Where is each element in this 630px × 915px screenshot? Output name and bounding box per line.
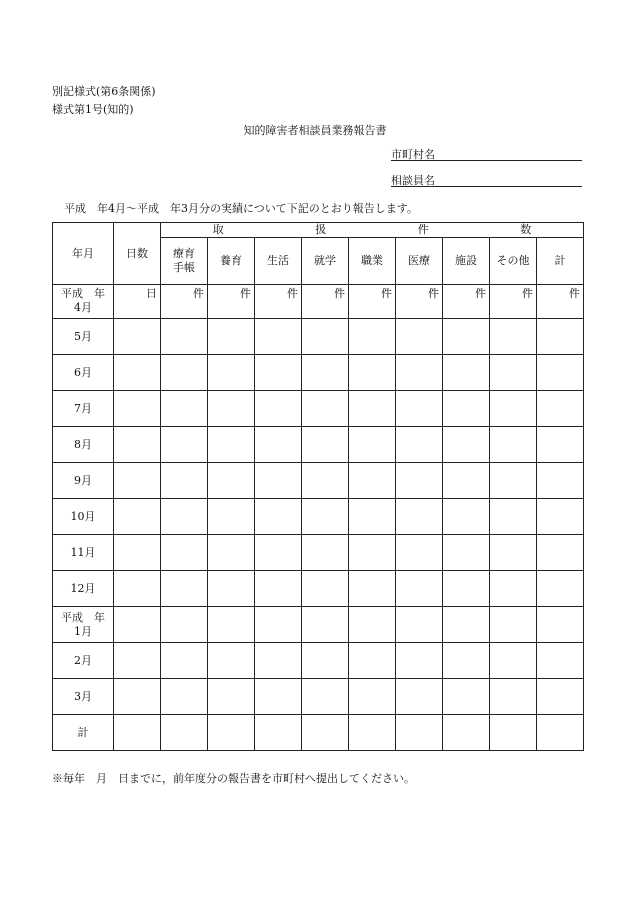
count-cell[interactable] [302,463,349,499]
category-label: その他 [496,254,530,267]
count-cell[interactable] [537,427,584,463]
header-case-count-group [161,223,584,238]
table-row [53,499,584,535]
count-cell[interactable]: 件 [396,285,443,319]
count-cell[interactable] [161,679,208,715]
count-cell[interactable] [255,355,302,391]
form-reference: 別記様式(第6条関係) [52,85,156,98]
count-cell[interactable] [443,607,490,643]
count-cell[interactable] [396,427,443,463]
count-cell[interactable] [349,571,396,607]
month-cell: 9月 [53,463,114,499]
header-days: 日数 [114,223,161,285]
table-row [53,679,584,715]
days-cell[interactable] [114,571,161,607]
month-cell: 10月 [53,499,114,535]
count-cell[interactable] [255,463,302,499]
count-cell[interactable] [302,499,349,535]
count-cell[interactable] [443,463,490,499]
count-cell[interactable] [443,355,490,391]
table-row [53,535,584,571]
count-cell[interactable] [490,643,537,679]
count-cell[interactable] [396,715,443,751]
month-cell: 6月 [53,355,114,391]
count-cell[interactable] [490,427,537,463]
count-cell[interactable] [490,607,537,643]
days-cell[interactable] [114,391,161,427]
days-cell[interactable] [114,355,161,391]
count-cell[interactable] [396,391,443,427]
category-label: 職業 [361,254,383,267]
count-cell[interactable]: 件 [161,285,208,319]
count-cell[interactable] [161,427,208,463]
count-cell[interactable] [208,463,255,499]
header-category [302,238,349,285]
footnote: ※毎年 月 日までに，前年度分の報告書を市町村へ提出してください。 [52,772,415,785]
count-cell[interactable]: 件 [490,285,537,319]
count-cell[interactable]: 件 [349,285,396,319]
count-cell[interactable] [208,679,255,715]
count-cell[interactable] [255,715,302,751]
page-title: 知的障害者相談員業務報告書 [243,124,387,137]
count-cell[interactable]: 件 [537,285,584,319]
count-cell[interactable] [490,571,537,607]
count-cell[interactable] [208,319,255,355]
count-cell[interactable] [396,607,443,643]
category-label: 計 [554,254,566,267]
days-cell[interactable] [114,715,161,751]
count-cell[interactable] [161,319,208,355]
count-cell[interactable] [490,535,537,571]
count-cell[interactable] [396,679,443,715]
month-cell: 8月 [53,427,114,463]
count-cell[interactable] [302,715,349,751]
header-category [443,238,490,285]
group-char: 取 [212,223,224,236]
count-cell[interactable] [161,355,208,391]
count-cell[interactable] [255,535,302,571]
counselor-label: 相談員名 [391,174,435,187]
count-cell[interactable] [349,499,396,535]
category-label: 療育 [173,247,195,260]
days-cell[interactable] [114,535,161,571]
days-cell[interactable] [114,427,161,463]
count-cell[interactable] [349,463,396,499]
count-cell[interactable]: 件 [443,285,490,319]
count-cell[interactable] [255,571,302,607]
days-cell[interactable] [114,607,161,643]
count-cell[interactable] [161,607,208,643]
count-cell[interactable] [208,571,255,607]
count-cell[interactable] [208,355,255,391]
count-cell[interactable] [302,607,349,643]
count-cell[interactable] [208,499,255,535]
month-cell [53,285,114,319]
count-cell[interactable] [537,535,584,571]
count-cell[interactable] [349,715,396,751]
header-category [161,238,208,285]
days-cell[interactable] [114,499,161,535]
header-month: 年月 [53,223,114,285]
month-label: 平成 年 [61,610,105,624]
count-cell[interactable] [349,607,396,643]
count-cell[interactable] [490,499,537,535]
count-cell[interactable] [208,607,255,643]
counselor-field[interactable] [391,186,582,187]
count-cell[interactable] [396,355,443,391]
count-cell[interactable] [208,391,255,427]
header-category [537,238,584,285]
count-cell[interactable] [490,319,537,355]
count-cell[interactable] [302,355,349,391]
count-cell[interactable] [490,679,537,715]
count-cell[interactable] [443,679,490,715]
table-row [53,355,584,391]
count-cell[interactable] [255,679,302,715]
category-label: 養育 [220,254,242,267]
count-cell[interactable] [255,607,302,643]
table-row [53,285,584,319]
count-cell[interactable] [255,499,302,535]
count-cell[interactable] [161,571,208,607]
count-cell[interactable] [537,319,584,355]
count-cell[interactable] [396,643,443,679]
count-cell[interactable] [349,319,396,355]
count-cell[interactable] [349,643,396,679]
table-row [53,319,584,355]
category-label: 生活 [267,254,289,267]
count-cell[interactable] [208,535,255,571]
category-label: 就学 [314,254,336,267]
form-number: 様式第1号(知的) [52,103,134,116]
count-cell[interactable] [443,319,490,355]
month-cell: 3月 [53,679,114,715]
count-cell[interactable] [349,535,396,571]
table-row [53,391,584,427]
days-cell[interactable] [114,679,161,715]
category-label: 手帳 [173,261,195,274]
header-category [208,238,255,285]
count-cell[interactable] [443,391,490,427]
count-cell[interactable] [161,715,208,751]
month-cell: 5月 [53,319,114,355]
header-category [349,238,396,285]
table-row [53,463,584,499]
days-cell[interactable] [114,643,161,679]
municipality-field[interactable] [391,160,582,161]
count-cell[interactable] [396,463,443,499]
count-cell[interactable] [537,391,584,427]
count-cell[interactable] [537,355,584,391]
group-char: 扱 [315,223,327,236]
count-cell[interactable] [490,715,537,751]
count-cell[interactable] [349,679,396,715]
count-cell[interactable] [302,319,349,355]
count-cell[interactable] [537,463,584,499]
count-cell[interactable] [302,679,349,715]
days-cell[interactable] [114,463,161,499]
header-category [396,238,443,285]
count-cell[interactable] [302,535,349,571]
report-table [52,222,584,751]
count-cell[interactable]: 件 [208,285,255,319]
count-cell[interactable] [490,463,537,499]
count-cell[interactable] [396,319,443,355]
month-label: 平成 年 [61,287,105,300]
header-category [490,238,537,285]
table-row [53,427,584,463]
group-char: 件 [417,223,429,236]
table-row [53,571,584,607]
count-cell[interactable] [537,643,584,679]
count-cell[interactable] [537,715,584,751]
count-cell[interactable] [161,499,208,535]
count-cell[interactable] [302,427,349,463]
count-cell[interactable] [161,463,208,499]
count-cell[interactable] [443,643,490,679]
month-cell: 2月 [53,643,114,679]
count-cell[interactable] [302,571,349,607]
table-row [53,643,584,679]
days-cell[interactable]: 日 [114,285,161,319]
count-cell[interactable] [161,391,208,427]
count-cell[interactable]: 件 [255,285,302,319]
count-cell[interactable] [443,715,490,751]
count-cell[interactable] [490,355,537,391]
table-row [53,607,584,643]
category-label: 施設 [455,254,477,267]
count-cell[interactable] [255,391,302,427]
month-cell: 7月 [53,391,114,427]
count-cell[interactable] [161,643,208,679]
month-cell [53,607,114,643]
group-char: 数 [520,223,532,236]
month-cell: 計 [53,715,114,751]
count-cell[interactable]: 件 [302,285,349,319]
count-cell[interactable] [396,499,443,535]
header-category [255,238,302,285]
count-cell[interactable] [443,427,490,463]
count-cell[interactable] [396,535,443,571]
month-cell: 11月 [53,535,114,571]
count-cell[interactable] [443,499,490,535]
count-cell[interactable] [208,715,255,751]
count-cell[interactable] [537,499,584,535]
count-cell[interactable] [255,427,302,463]
month-cell: 12月 [53,571,114,607]
count-cell[interactable] [537,607,584,643]
category-label: 医療 [408,254,430,267]
count-cell[interactable] [161,535,208,571]
days-cell[interactable] [114,319,161,355]
count-cell[interactable] [490,391,537,427]
count-cell[interactable] [349,427,396,463]
count-cell[interactable] [349,391,396,427]
count-cell[interactable] [537,679,584,715]
count-cell[interactable] [443,535,490,571]
count-cell[interactable] [302,643,349,679]
period-statement: 平成 年4月～平成 年3月分の実績について下記のとおり報告します。 [64,202,418,215]
count-cell[interactable] [255,643,302,679]
count-cell[interactable] [537,571,584,607]
count-cell[interactable] [208,643,255,679]
count-cell[interactable] [443,571,490,607]
count-cell[interactable] [255,319,302,355]
count-cell[interactable] [302,391,349,427]
count-cell[interactable] [396,571,443,607]
month-label: 4月 [74,301,92,314]
table-row [53,715,584,751]
count-cell[interactable] [208,427,255,463]
month-label: 1月 [74,624,92,638]
municipality-label: 市町村名 [391,148,435,161]
count-cell[interactable] [349,355,396,391]
